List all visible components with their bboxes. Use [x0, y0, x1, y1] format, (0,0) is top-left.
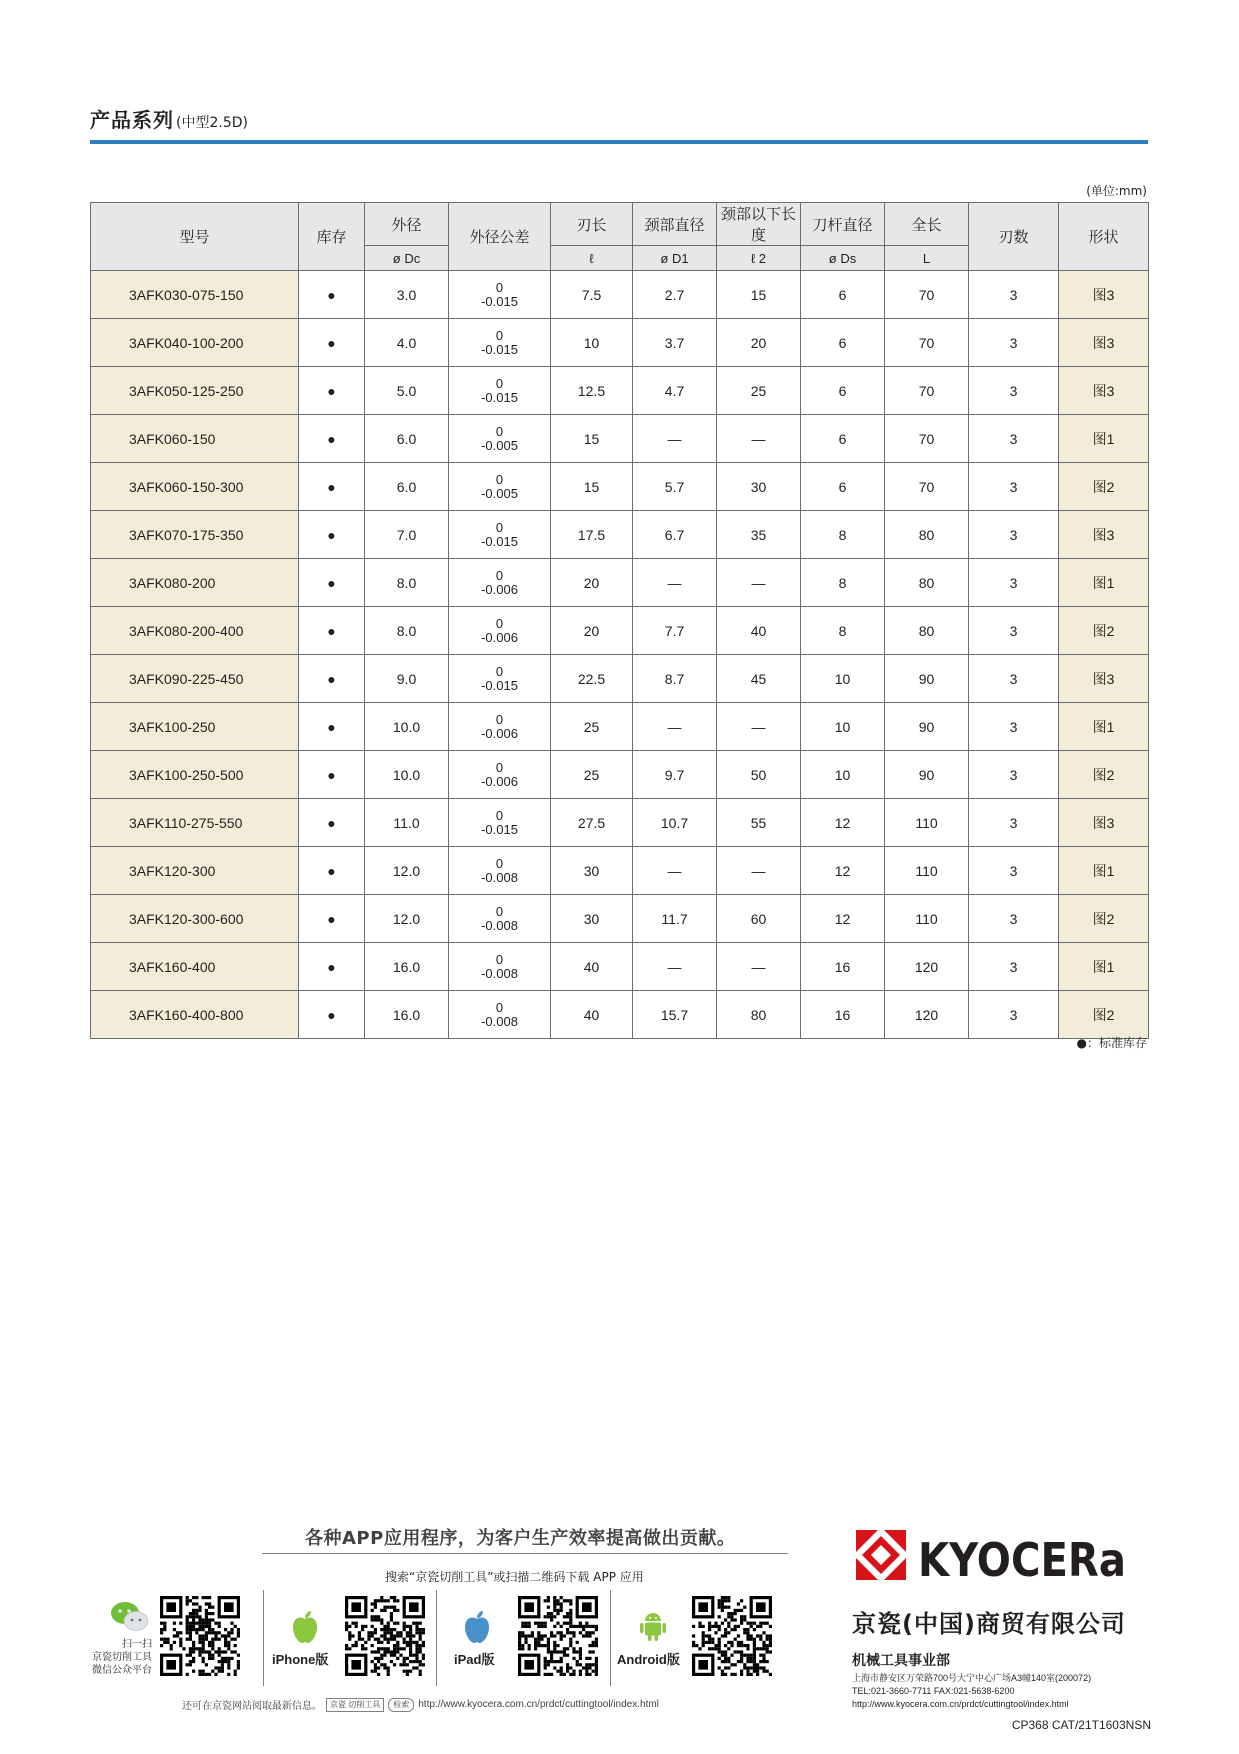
- slogan-rule: [262, 1553, 788, 1554]
- cell-shape: 图2: [1059, 751, 1149, 799]
- col-dc-tol: 外径公差: [449, 203, 551, 271]
- cell-tolerance: [449, 367, 551, 415]
- cell-model: 3AFK160-400: [91, 943, 299, 991]
- cell-flutes: 3: [969, 703, 1059, 751]
- cell-total-len: 90: [885, 655, 969, 703]
- cell-stock: ●: [299, 799, 365, 847]
- cell-total-len: 80: [885, 559, 969, 607]
- cell-flute-len: 7.5: [551, 271, 633, 319]
- tolerance-lower: -0.005: [481, 437, 518, 453]
- cell-neck-len: —: [717, 703, 801, 751]
- table-row: [91, 703, 1149, 751]
- col-shape: 形状: [1059, 203, 1149, 271]
- table-row: [91, 799, 1149, 847]
- cell-flutes: 3: [969, 847, 1059, 895]
- cell-shank-dia: 6: [801, 463, 885, 511]
- cell-shape: 图3: [1059, 799, 1149, 847]
- cell-neck-len: 15: [717, 271, 801, 319]
- cell-shank-dia: 16: [801, 991, 885, 1039]
- cell-shank-dia: 8: [801, 511, 885, 559]
- title-subtitle: (中型2.5D): [176, 115, 248, 131]
- cell-flute-len: 10: [551, 319, 633, 367]
- cell-stock: ●: [299, 463, 365, 511]
- col-dc: 外径: [365, 203, 449, 246]
- tolerance-upper: 0: [495, 951, 504, 967]
- cell-tolerance: [449, 415, 551, 463]
- title-rule: [90, 140, 1148, 144]
- tolerance-upper: 0: [495, 663, 504, 679]
- android-icon: [638, 1608, 668, 1642]
- cell-model: 3AFK120-300-600: [91, 895, 299, 943]
- cell-shape: 图1: [1059, 559, 1149, 607]
- qr-pattern: [518, 1596, 598, 1676]
- company-contact: [852, 1672, 1091, 1711]
- cell-shank-dia: 6: [801, 271, 885, 319]
- cell-model: 3AFK110-275-550: [91, 799, 299, 847]
- iphone-label: iPhone版: [272, 1652, 329, 1667]
- col-neck-dia: 颈部直径: [633, 203, 717, 246]
- cell-dc: 6.0: [365, 463, 449, 511]
- cell-flutes: 3: [969, 511, 1059, 559]
- tolerance-lower: -0.006: [481, 629, 518, 645]
- cell-neck-len: 20: [717, 319, 801, 367]
- cell-dc: 7.0: [365, 511, 449, 559]
- cell-flute-len: 15: [551, 415, 633, 463]
- cell-flutes: 3: [969, 559, 1059, 607]
- cell-tolerance: [449, 559, 551, 607]
- cell-model: 3AFK060-150: [91, 415, 299, 463]
- table-row: [91, 367, 1149, 415]
- cell-shank-dia: 8: [801, 607, 885, 655]
- tolerance-lower: -0.008: [481, 965, 518, 981]
- col-flutes: 刃数: [969, 203, 1059, 271]
- tolerance-upper: 0: [495, 471, 504, 487]
- col-neck-len: 颈部以下长度: [717, 203, 801, 246]
- tolerance-lower: -0.015: [481, 677, 518, 693]
- table-row: [91, 751, 1149, 799]
- cell-model: 3AFK100-250: [91, 703, 299, 751]
- cell-model: 3AFK050-125-250: [91, 367, 299, 415]
- tolerance-lower: -0.008: [481, 1013, 518, 1029]
- cell-flutes: 3: [969, 895, 1059, 943]
- col-flute-len-symbol: ℓ: [551, 246, 633, 271]
- cell-neck-dia: 9.7: [633, 751, 717, 799]
- col-shank-dia: 刀杆直径: [801, 203, 885, 246]
- cell-stock: ●: [299, 943, 365, 991]
- cell-tolerance: [449, 991, 551, 1039]
- cell-neck-dia: 4.7: [633, 367, 717, 415]
- cell-stock: ●: [299, 895, 365, 943]
- cell-neck-dia: —: [633, 847, 717, 895]
- web-search-button[interactable]: 检索: [388, 1698, 414, 1712]
- col-flute-len: 刃长: [551, 203, 633, 246]
- cell-shape: 图3: [1059, 511, 1149, 559]
- cell-stock: ●: [299, 703, 365, 751]
- cell-dc: 5.0: [365, 367, 449, 415]
- cell-stock: ●: [299, 559, 365, 607]
- cell-shape: 图2: [1059, 895, 1149, 943]
- cell-neck-len: 50: [717, 751, 801, 799]
- cell-total-len: 110: [885, 895, 969, 943]
- cell-shape: 图1: [1059, 703, 1149, 751]
- cell-flute-len: 27.5: [551, 799, 633, 847]
- tolerance-lower: -0.015: [481, 821, 518, 837]
- catalog-code: CP368 CAT/21T1603NSN: [1011, 1718, 1151, 1732]
- cell-total-len: 110: [885, 799, 969, 847]
- cell-stock: ●: [299, 607, 365, 655]
- cell-shank-dia: 6: [801, 367, 885, 415]
- cell-neck-len: 55: [717, 799, 801, 847]
- cell-stock: ●: [299, 751, 365, 799]
- page-title: [90, 104, 248, 133]
- cell-shape: 图2: [1059, 463, 1149, 511]
- cell-shank-dia: 12: [801, 847, 885, 895]
- cell-total-len: 70: [885, 415, 969, 463]
- divider: [610, 1590, 611, 1686]
- cell-model: 3AFK040-100-200: [91, 319, 299, 367]
- cell-tolerance: [449, 895, 551, 943]
- table-row: [91, 319, 1149, 367]
- cell-tolerance: [449, 799, 551, 847]
- brand-wordmark: KYOCERa: [918, 1533, 1126, 1587]
- cell-shape: 图1: [1059, 943, 1149, 991]
- cell-shape: 图2: [1059, 991, 1149, 1039]
- app-slogan: 各种APP应用程序，为客户生产效率提高做出贡献。: [305, 1528, 736, 1549]
- wechat-caption: [80, 1638, 152, 1677]
- cell-total-len: 120: [885, 991, 969, 1039]
- cell-tolerance: [449, 943, 551, 991]
- company-phone: TEL:021-3660-7711 FAX:021-5638-6200: [852, 1686, 1015, 1696]
- cell-model: 3AFK030-075-150: [91, 271, 299, 319]
- cell-flute-len: 22.5: [551, 655, 633, 703]
- cell-stock: ●: [299, 271, 365, 319]
- cell-total-len: 70: [885, 319, 969, 367]
- cell-neck-dia: 7.7: [633, 607, 717, 655]
- cell-dc: 4.0: [365, 319, 449, 367]
- cell-flute-len: 12.5: [551, 367, 633, 415]
- cell-tolerance: [449, 703, 551, 751]
- cell-shape: 图3: [1059, 367, 1149, 415]
- cell-model: 3AFK160-400-800: [91, 991, 299, 1039]
- table-row: [91, 991, 1149, 1039]
- wechat-line: 扫一扫: [122, 1639, 152, 1650]
- tolerance-lower: -0.015: [481, 533, 518, 549]
- cell-neck-len: 35: [717, 511, 801, 559]
- cell-neck-len: 45: [717, 655, 801, 703]
- ipad-qr-code[interactable]: [518, 1596, 598, 1676]
- col-shank-dia-symbol: ø Ds: [801, 246, 885, 271]
- cell-flute-len: 25: [551, 703, 633, 751]
- company-dept: 机械工具事业部: [852, 1653, 950, 1669]
- tolerance-lower: -0.006: [481, 581, 518, 597]
- android-qr-code[interactable]: [692, 1596, 772, 1676]
- cell-model: 3AFK120-300: [91, 847, 299, 895]
- cell-stock: ●: [299, 655, 365, 703]
- cell-shank-dia: 10: [801, 655, 885, 703]
- apple-icon: [462, 1610, 492, 1644]
- cell-dc: 6.0: [365, 415, 449, 463]
- stock-legend: ●：标准库存: [1076, 1036, 1147, 1050]
- cell-stock: ●: [299, 991, 365, 1039]
- tolerance-lower: -0.015: [481, 389, 518, 405]
- cell-shape: 图3: [1059, 319, 1149, 367]
- tolerance-upper: 0: [495, 567, 504, 583]
- tolerance-lower: -0.008: [481, 917, 518, 933]
- tolerance-upper: 0: [495, 375, 504, 391]
- cell-shank-dia: 10: [801, 751, 885, 799]
- tolerance-lower: -0.005: [481, 485, 518, 501]
- cell-neck-dia: —: [633, 415, 717, 463]
- cell-dc: 16.0: [365, 943, 449, 991]
- cell-dc: 10.0: [365, 703, 449, 751]
- cell-total-len: 80: [885, 607, 969, 655]
- cell-shape: 图3: [1059, 655, 1149, 703]
- tolerance-upper: 0: [495, 519, 504, 535]
- cell-model: 3AFK060-150-300: [91, 463, 299, 511]
- web-search-box[interactable]: 京瓷 切削工具: [326, 1698, 384, 1712]
- cell-flute-len: 40: [551, 991, 633, 1039]
- tolerance-upper: 0: [495, 999, 504, 1015]
- tolerance-lower: -0.008: [481, 869, 518, 885]
- spec-table: [90, 202, 1149, 1039]
- company-url[interactable]: http://www.kyocera.com.cn/prdct/cuttingtool/index.html: [852, 1699, 1069, 1709]
- cell-model: 3AFK080-200: [91, 559, 299, 607]
- cell-neck-dia: 5.7: [633, 463, 717, 511]
- cell-stock: ●: [299, 847, 365, 895]
- tolerance-upper: 0: [495, 279, 504, 295]
- cell-total-len: 120: [885, 943, 969, 991]
- cell-total-len: 70: [885, 463, 969, 511]
- table-row: [91, 655, 1149, 703]
- cell-shank-dia: 8: [801, 559, 885, 607]
- col-dc-symbol: ø Dc: [365, 246, 449, 271]
- cell-neck-dia: —: [633, 943, 717, 991]
- qr-pattern: [160, 1596, 240, 1676]
- cell-shank-dia: 10: [801, 703, 885, 751]
- wechat-qr-code[interactable]: [160, 1596, 240, 1676]
- cell-neck-dia: 10.7: [633, 799, 717, 847]
- cell-flutes: 3: [969, 367, 1059, 415]
- col-total-len-symbol: L: [885, 246, 969, 271]
- cell-neck-len: 40: [717, 607, 801, 655]
- tolerance-lower: -0.006: [481, 725, 518, 741]
- cell-neck-dia: 2.7: [633, 271, 717, 319]
- wechat-line: 京瓷切削工具: [92, 1652, 152, 1663]
- cell-neck-dia: 6.7: [633, 511, 717, 559]
- web-note: [182, 1697, 659, 1712]
- web-note-text: 还可在京瓷网站阅取最新信息。: [182, 1701, 322, 1712]
- cell-flutes: 3: [969, 319, 1059, 367]
- cell-model: 3AFK070-175-350: [91, 511, 299, 559]
- cell-model: 3AFK100-250-500: [91, 751, 299, 799]
- iphone-qr-code[interactable]: [345, 1596, 425, 1676]
- cell-tolerance: [449, 463, 551, 511]
- cell-flute-len: 30: [551, 847, 633, 895]
- cell-neck-dia: 11.7: [633, 895, 717, 943]
- table-row: [91, 607, 1149, 655]
- cell-flute-len: 20: [551, 559, 633, 607]
- cell-dc: 12.0: [365, 895, 449, 943]
- table-row: [91, 511, 1149, 559]
- table-row: [91, 943, 1149, 991]
- cell-tolerance: [449, 319, 551, 367]
- cell-neck-len: —: [717, 943, 801, 991]
- web-url-link[interactable]: http://www.kyocera.com.cn/prdct/cuttingtool/index.html: [418, 1699, 659, 1710]
- apple-icon: [290, 1610, 320, 1644]
- cell-total-len: 90: [885, 703, 969, 751]
- tolerance-upper: 0: [495, 615, 504, 631]
- cell-tolerance: [449, 847, 551, 895]
- table-row: [91, 271, 1149, 319]
- cell-tolerance: [449, 511, 551, 559]
- company-name: 京瓷(中国)商贸有限公司: [852, 1610, 1126, 1638]
- tolerance-lower: -0.015: [481, 293, 518, 309]
- cell-tolerance: [449, 751, 551, 799]
- cell-flutes: 3: [969, 415, 1059, 463]
- cell-dc: 8.0: [365, 559, 449, 607]
- tolerance-upper: 0: [495, 855, 504, 871]
- search-hint: 搜索“京瓷切削工具”或扫描二维码下载 APP 应用: [385, 1570, 644, 1584]
- tolerance-upper: 0: [495, 903, 504, 919]
- cell-flutes: 3: [969, 463, 1059, 511]
- table-header-row: [91, 203, 1149, 246]
- cell-dc: 11.0: [365, 799, 449, 847]
- cell-stock: ●: [299, 319, 365, 367]
- cell-shank-dia: 6: [801, 415, 885, 463]
- cell-shape: 图1: [1059, 847, 1149, 895]
- cell-dc: 8.0: [365, 607, 449, 655]
- tolerance-upper: 0: [495, 807, 504, 823]
- cell-total-len: 80: [885, 511, 969, 559]
- cell-flute-len: 40: [551, 943, 633, 991]
- cell-neck-len: —: [717, 847, 801, 895]
- cell-neck-dia: 3.7: [633, 319, 717, 367]
- cell-total-len: 110: [885, 847, 969, 895]
- cell-neck-len: —: [717, 559, 801, 607]
- tolerance-lower: -0.006: [481, 773, 518, 789]
- title-text: 产品系列: [90, 108, 174, 132]
- cell-shank-dia: 6: [801, 319, 885, 367]
- cell-shape: 图1: [1059, 415, 1149, 463]
- col-neck-len-symbol: ℓ 2: [717, 246, 801, 271]
- table-row: [91, 847, 1149, 895]
- cell-neck-len: 80: [717, 991, 801, 1039]
- table-row: [91, 463, 1149, 511]
- cell-flutes: 3: [969, 991, 1059, 1039]
- cell-shank-dia: 12: [801, 799, 885, 847]
- table-row: [91, 415, 1149, 463]
- cell-neck-len: 25: [717, 367, 801, 415]
- cell-model: 3AFK090-225-450: [91, 655, 299, 703]
- divider: [263, 1590, 264, 1686]
- cell-stock: ●: [299, 415, 365, 463]
- divider: [436, 1590, 437, 1686]
- kyocera-logo: [852, 1520, 1132, 1590]
- cell-total-len: 70: [885, 271, 969, 319]
- table-row: [91, 559, 1149, 607]
- table-row: [91, 895, 1149, 943]
- col-model: 型号: [91, 203, 299, 271]
- cell-neck-len: 60: [717, 895, 801, 943]
- cell-total-len: 70: [885, 367, 969, 415]
- company-address: 上海市静安区万荣路700号大宁中心广场A3幢140室(200072): [852, 1673, 1092, 1683]
- tolerance-upper: 0: [495, 759, 504, 775]
- cell-stock: ●: [299, 367, 365, 415]
- cell-flutes: 3: [969, 943, 1059, 991]
- cell-flutes: 3: [969, 751, 1059, 799]
- cell-flute-len: 15: [551, 463, 633, 511]
- cell-dc: 12.0: [365, 847, 449, 895]
- tolerance-upper: 0: [495, 423, 504, 439]
- cell-neck-len: —: [717, 415, 801, 463]
- cell-neck-dia: —: [633, 559, 717, 607]
- unit-note: (单位:mm): [1086, 184, 1147, 198]
- cell-flutes: 3: [969, 799, 1059, 847]
- cell-shape: 图3: [1059, 271, 1149, 319]
- wechat-line: 微信公众平台: [92, 1665, 152, 1676]
- cell-flute-len: 17.5: [551, 511, 633, 559]
- cell-flute-len: 20: [551, 607, 633, 655]
- qr-pattern: [345, 1596, 425, 1676]
- cell-dc: 16.0: [365, 991, 449, 1039]
- cell-total-len: 90: [885, 751, 969, 799]
- cell-flute-len: 30: [551, 895, 633, 943]
- cell-dc: 9.0: [365, 655, 449, 703]
- cell-stock: ●: [299, 511, 365, 559]
- cell-neck-dia: —: [633, 703, 717, 751]
- tolerance-lower: -0.015: [481, 341, 518, 357]
- cell-tolerance: [449, 607, 551, 655]
- col-neck-dia-symbol: ø D1: [633, 246, 717, 271]
- cell-shape: 图2: [1059, 607, 1149, 655]
- cell-flutes: 3: [969, 271, 1059, 319]
- cell-dc: 10.0: [365, 751, 449, 799]
- cell-shank-dia: 16: [801, 943, 885, 991]
- cell-flutes: 3: [969, 607, 1059, 655]
- qr-pattern: [692, 1596, 772, 1676]
- tolerance-upper: 0: [495, 327, 504, 343]
- col-total-len: 全长: [885, 203, 969, 246]
- android-label: Android版: [617, 1652, 680, 1667]
- cell-dc: 3.0: [365, 271, 449, 319]
- cell-flutes: 3: [969, 655, 1059, 703]
- cell-neck-dia: 8.7: [633, 655, 717, 703]
- cell-neck-len: 30: [717, 463, 801, 511]
- wechat-icon: [110, 1600, 150, 1634]
- cell-tolerance: [449, 271, 551, 319]
- cell-flute-len: 25: [551, 751, 633, 799]
- cell-shank-dia: 12: [801, 895, 885, 943]
- cell-neck-dia: 15.7: [633, 991, 717, 1039]
- ipad-label: iPad版: [454, 1652, 495, 1667]
- col-stock: 库存: [299, 203, 365, 271]
- tolerance-upper: 0: [495, 711, 504, 727]
- cell-model: 3AFK080-200-400: [91, 607, 299, 655]
- cell-tolerance: [449, 655, 551, 703]
